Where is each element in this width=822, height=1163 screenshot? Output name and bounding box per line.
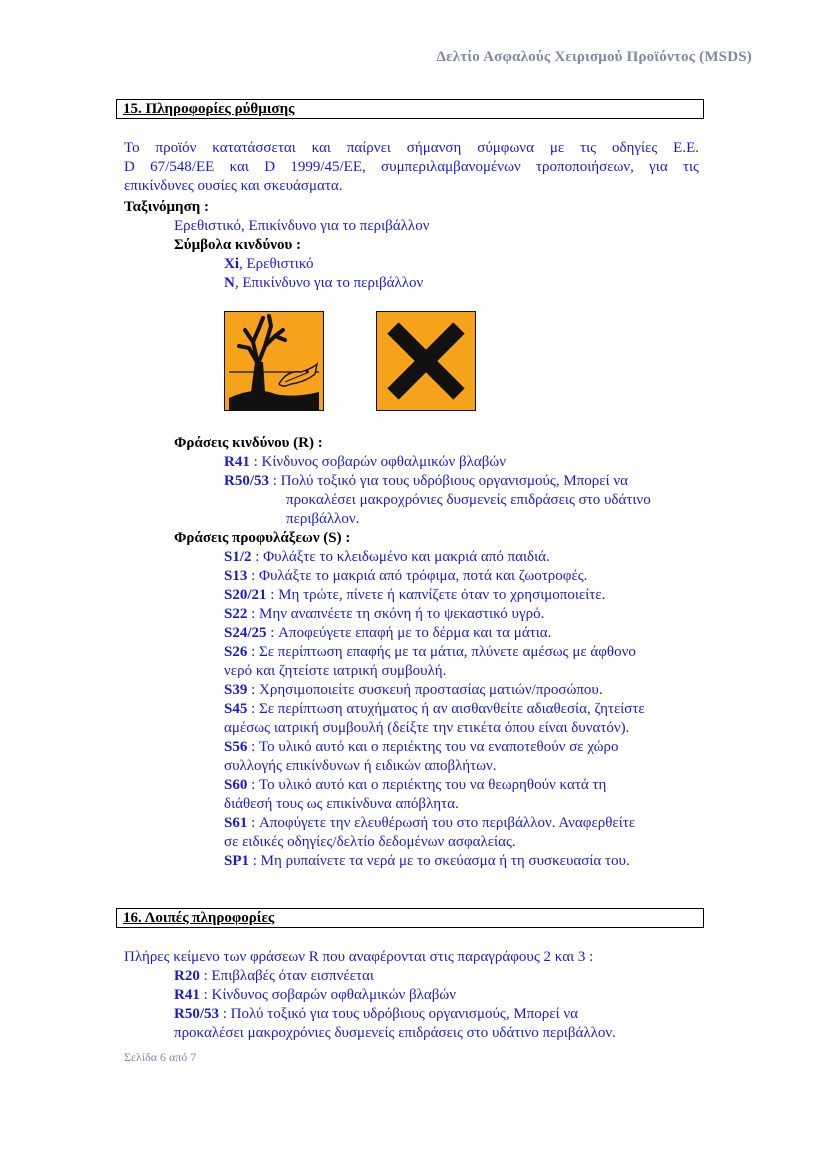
s-code: S26: [224, 644, 248, 660]
s-text: : Αποφεύγετε επαφή με το δέρμα και τα μάτια.: [266, 625, 552, 641]
s-text: : Αποφύγετε την ελευθέρωσή του στο περιβάλλον. Αναφερθείτε: [247, 815, 636, 831]
symbol-text: , Ερεθιστικό: [239, 256, 314, 272]
r-text: : Κίνδυνος σοβαρών οφθαλμικών βλαβών: [249, 454, 507, 470]
r-text: : Πολύ τοξικό για τους υδρόβιους οργανισμούς, Μπορεί να: [219, 1006, 578, 1022]
r-code: R50/53: [224, 473, 269, 489]
r-code: R50/53: [174, 1006, 219, 1022]
s-code: S22: [224, 606, 248, 622]
symbol-xi: [224, 255, 314, 274]
s-text: : Μην αναπνέετε τη σκόνη ή το ψεκαστικό υγρό.: [247, 606, 545, 622]
r-code: R20: [174, 968, 200, 984]
s-phrase: [224, 738, 694, 776]
symbol-code: Xi: [224, 256, 239, 272]
s-text: : Χρησιμοποιείτε συσκευή προστασίας ματιών/προσώπου.: [247, 682, 603, 698]
s-text-cont: συλλογής επικίνδυνων ή ειδικών αποβλήτων.: [224, 758, 497, 774]
intro-line-1: Το προϊόν κατατάσσεται και παίρνει σήμανση σύμφωνα με τις οδηγίες Ε.Ε.: [124, 140, 699, 156]
s-text: : Το υλικό αυτό και ο περιέκτης του να θεωρηθούν κατά τη: [247, 777, 607, 793]
r-code: R41: [224, 454, 250, 470]
r-phrase: [224, 472, 694, 529]
s-text-cont: αμέσως ιατρική συμβουλή (δείξτε την ετικέτα όπου είναι δυνατόν).: [224, 720, 630, 736]
s-phrase: [224, 776, 694, 814]
document-header-title: Δελτίο Ασφαλούς Χειρισμού Προϊόντος (MSDS): [436, 49, 752, 65]
s-phrase: [224, 852, 694, 871]
s-phrase: [224, 700, 694, 738]
s-code: S60: [224, 777, 248, 793]
s-text: : Φυλάξτε το κλειδωμένο και μακριά από παιδιά.: [251, 549, 550, 565]
s-phrase: [224, 567, 694, 586]
s-code: S61: [224, 815, 248, 831]
s-text: : Μη τρώτε, πίνετε ή καπνίζετε όταν το χρησιμοποιείτε.: [266, 587, 606, 603]
s-code: S56: [224, 739, 248, 755]
r-text-cont: περιβάλλον.: [286, 511, 360, 527]
s-phrase: [224, 814, 694, 852]
symbol-code: N: [224, 275, 235, 291]
intro-line-2: D 67/548/EE και D 1999/45/EE, συμπεριλαμβανομένων τροποποιήσεων, για τις: [124, 159, 699, 175]
s-code: S1/2: [224, 549, 252, 565]
section-16-heading-box: [116, 908, 704, 928]
s-code: S45: [224, 701, 248, 717]
s-code: S13: [224, 568, 248, 584]
s-phrase: [224, 643, 694, 681]
symbol-text: , Επικίνδυνο για το περιβάλλον: [234, 275, 424, 291]
s-code: SP1: [224, 853, 250, 869]
r-phrase-continuation: προκαλέσει μακροχρόνιες δυσμενείς επιδράσεις στο υδάτινο περιβάλλον.: [174, 1025, 616, 1041]
r-text-cont: προκαλέσει μακροχρόνιες δυσμενείς επιδράσεις στο υδάτινο: [286, 492, 651, 508]
s-text-cont: διάθεσή τους ως επικίνδυνα απόβλητα.: [224, 796, 459, 812]
page-number: Σελίδα 6 από 7: [124, 1050, 197, 1064]
section-16-intro: Πλήρες κείμενο των φράσεων R που αναφέρονται στις παραγράφους 2 και 3 :: [124, 949, 594, 965]
section-15-heading-box: [116, 99, 704, 119]
intro-line-3: επικίνδυνες ουσίες και σκευάσματα.: [124, 178, 343, 194]
section-16-heading: 16. Λοιπές πληροφορίες: [123, 910, 275, 926]
irritant-cross-icon: [376, 311, 476, 411]
r-text: : Κίνδυνος σοβαρών οφθαλμικών βλαβών: [199, 987, 457, 1003]
s-text-cont: νερό και ζητείστε ιατρική συμβουλή.: [224, 663, 447, 679]
section-15-heading: 15. Πληροφορίες ρύθμισης: [123, 101, 295, 117]
r-phrase: [174, 986, 456, 1005]
r-phrase: [174, 1005, 578, 1024]
s-text: : Φυλάξτε το μακριά από τρόφιμα, ποτά και ζωοτροφές.: [247, 568, 588, 584]
s-code: S20/21: [224, 587, 267, 603]
s-text: : Σε περίπτωση επαφής με τα μάτια, πλύνετε αμέσως με άφθονο: [247, 644, 636, 660]
s-code: S39: [224, 682, 248, 698]
s-phrase: [224, 624, 694, 643]
classification-value: Ερεθιστικό, Επικίνδυνο για το περιβάλλον: [174, 218, 430, 234]
s-text: : Μη ρυπαίνετε τα νερά με το σκεύασμα ή τη συσκευασία του.: [249, 853, 630, 869]
s-text-cont: σε ειδικές οδηγίες/δελτίο δεδομένων ασφαλείας.: [224, 834, 516, 850]
s-phrase: [224, 586, 694, 605]
section-15-intro: [124, 139, 699, 196]
s-text: : Σε περίπτωση ατυχήματος ή αν αισθανθείτε αδιαθεσία, ζητείστε: [247, 701, 645, 717]
environment-hazard-icon: [224, 311, 324, 411]
r-phrase: [174, 967, 374, 986]
r-phrase: [224, 453, 694, 472]
s-phrases-label: Φράσεις προφυλάξεων (S) :: [174, 530, 351, 546]
s-code: S24/25: [224, 625, 267, 641]
s-phrase: [224, 605, 694, 624]
r-code: R41: [174, 987, 200, 1003]
classification-label: Ταξινόμηση :: [124, 199, 209, 215]
hazard-symbols-label: Σύμβολα κινδύνου :: [174, 237, 301, 253]
r-text: : Επιβλαβές όταν εισπνέεται: [199, 968, 374, 984]
s-text: : Το υλικό αυτό και ο περιέκτης του να εναποτεθούν σε χώρο: [247, 739, 619, 755]
s-phrase: [224, 548, 694, 567]
r-phrases-label: Φράσεις κινδύνου (R) :: [174, 435, 323, 451]
r-text: : Πολύ τοξικό για τους υδρόβιους οργανισμούς, Μπορεί να: [269, 473, 628, 489]
s-phrase: [224, 681, 694, 700]
symbol-n: [224, 274, 423, 293]
